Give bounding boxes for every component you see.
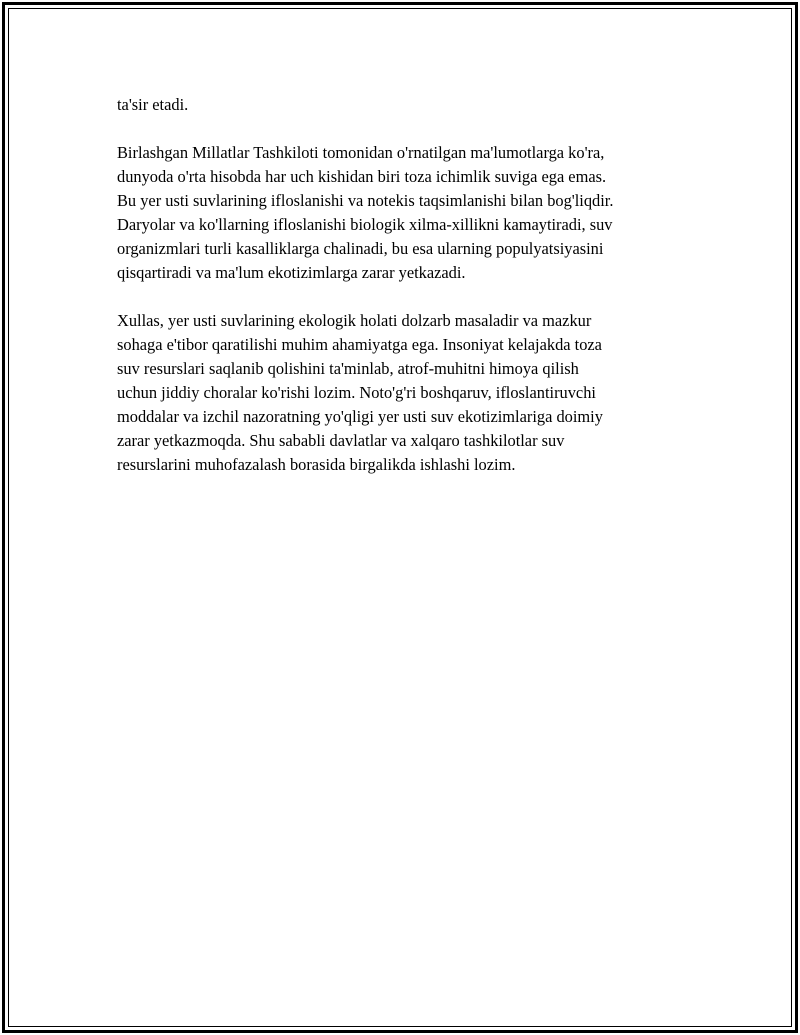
text-line: organizmlari turli kasalliklarga chalinadi, bu esa ularning populyatsiyasini xyxy=(117,239,604,258)
text-line: ta'sir etadi. xyxy=(117,95,189,114)
document-body xyxy=(117,93,687,501)
text-line: resurslarini muhofazalash borasida birgalikda ishlashi lozim. xyxy=(117,455,516,474)
text-line: suv resurslari saqlanib qolishini ta'minlab, atrof-muhitni himoya qilish xyxy=(117,359,579,378)
paragraph-continuation xyxy=(117,93,687,117)
text-line: Xullas, yer usti suvlarining ekologik holati dolzarb masaladir va mazkur xyxy=(117,311,592,330)
text-line: Birlashgan Millatlar Tashkiloti tomonidan o'rnatilgan ma'lumotlarga ko'ra, xyxy=(117,143,605,162)
text-line: uchun jiddiy choralar ko'rishi lozim. Noto'g'ri boshqaruv, ifloslantiruvchi xyxy=(117,383,596,402)
paragraph-un-statistics xyxy=(117,141,687,285)
text-line: zarar yetkazmoqda. Shu sababli davlatlar va xalqaro tashkilotlar suv xyxy=(117,431,565,450)
text-line: qisqartiradi va ma'lum ekotizimlarga zarar yetkazadi. xyxy=(117,263,466,282)
paragraph-conclusion xyxy=(117,309,687,477)
text-line: dunyoda o'rta hisobda har uch kishidan biri toza ichimlik suviga ega emas. xyxy=(117,167,607,186)
text-line: moddalar va izchil nazoratning yo'qligi yer usti suv ekotizimlariga doimiy xyxy=(117,407,603,426)
text-line: Bu yer usti suvlarining ifloslanishi va notekis taqsimlanishi bilan bog'liqdir. xyxy=(117,191,614,210)
text-line: sohaga e'tibor qaratilishi muhim ahamiyatga ega. Insoniyat kelajakda toza xyxy=(117,335,602,354)
text-line: Daryolar va ko'llarning ifloslanishi biologik xilma-xillikni kamaytiradi, suv xyxy=(117,215,613,234)
